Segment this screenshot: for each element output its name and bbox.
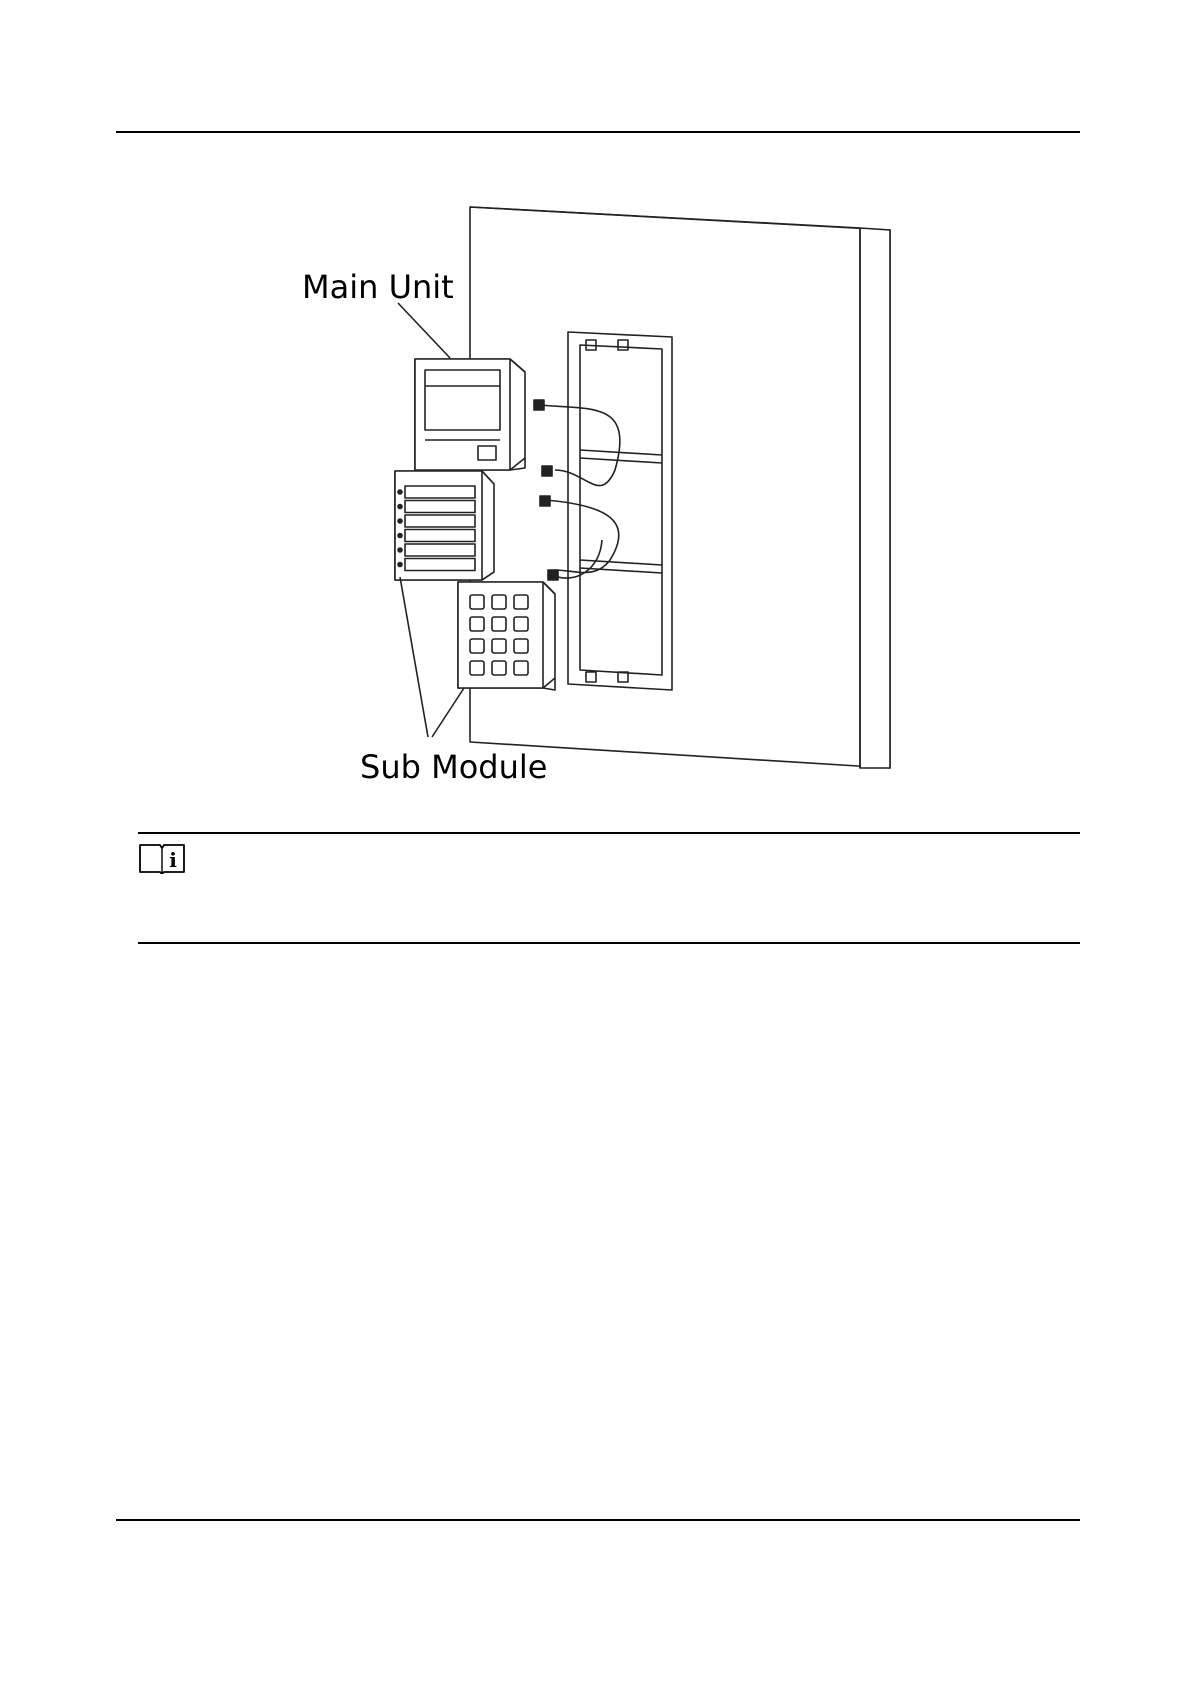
sub-module-label: Sub Module: [360, 748, 548, 786]
keypad-sub-module: [458, 582, 555, 690]
sub-module-leader-line-2: [432, 688, 464, 737]
svg-text:i: i: [169, 848, 177, 872]
note-book-icon: [138, 842, 186, 874]
button-indicator-dot: [398, 490, 402, 494]
main-unit-leader-line: [398, 303, 450, 358]
button-indicator-dot: [398, 534, 402, 538]
footer-rule: [116, 1519, 1080, 1521]
installation-diagram: [0, 0, 1181, 820]
main-unit-module: [415, 359, 525, 470]
button-indicator-dot: [398, 519, 402, 523]
back-box: [568, 332, 672, 690]
main-unit-label: Main Unit: [302, 268, 454, 306]
button-indicator-dot: [398, 548, 402, 552]
sub-module-leader-line-1: [400, 577, 428, 737]
button-indicator-dot: [398, 563, 402, 567]
note-bottom-rule: [138, 942, 1080, 944]
button-sub-module: [395, 471, 494, 580]
button-indicator-dot: [398, 505, 402, 509]
note-top-rule: [138, 832, 1080, 834]
